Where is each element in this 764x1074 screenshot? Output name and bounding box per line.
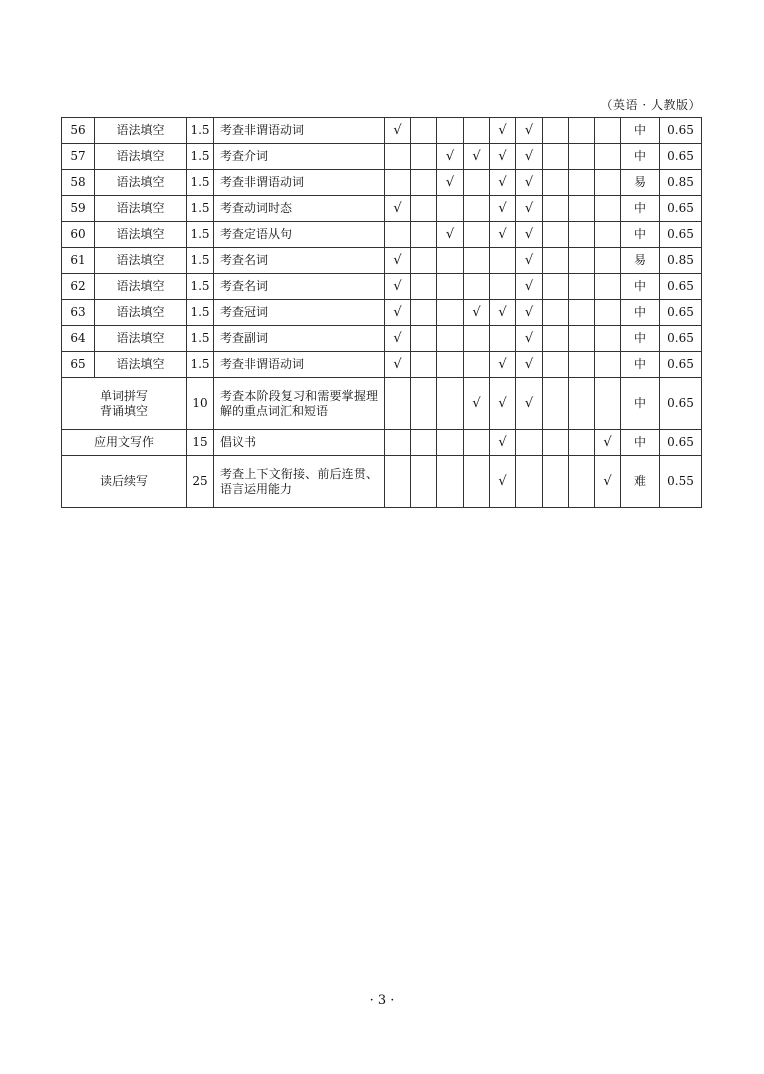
check-cell (464, 430, 490, 456)
check-cell (543, 274, 569, 300)
question-type-cell: 语法填空 (95, 248, 187, 274)
check-cell (569, 378, 595, 430)
score-cell: 25 (187, 456, 214, 508)
check-cell (437, 300, 464, 326)
question-type-cell: 语法填空 (95, 222, 187, 248)
check-cell (490, 196, 516, 222)
description-cell: 考查定语从句 (214, 222, 385, 248)
check-cell (437, 118, 464, 144)
question-type-cell: 应用文写作 (62, 430, 187, 456)
check-mark-icon: √ (498, 227, 507, 242)
description-cell: 考查非谓语动词 (214, 352, 385, 378)
question-type-cell: 语法填空 (95, 196, 187, 222)
check-mark-icon: √ (524, 123, 534, 138)
coefficient-cell: 0.65 (660, 326, 702, 352)
difficulty-cell: 难 (621, 456, 660, 508)
check-cell (543, 326, 569, 352)
check-cell (437, 222, 464, 248)
check-cell (595, 144, 621, 170)
check-cell (385, 144, 411, 170)
header-note: （英语 · 人教版） (600, 98, 701, 112)
check-cell (543, 196, 569, 222)
check-mark-icon: √ (498, 305, 507, 320)
check-mark-icon: √ (472, 149, 481, 164)
check-mark-icon: √ (393, 253, 402, 268)
question-type-cell: 语法填空 (95, 144, 187, 170)
check-cell (464, 456, 490, 508)
question-type-cell: 语法填空 (95, 300, 187, 326)
check-cell (595, 300, 621, 326)
check-cell (516, 118, 543, 144)
check-cell (464, 326, 490, 352)
check-cell (595, 118, 621, 144)
check-mark-icon: √ (393, 279, 402, 294)
check-mark-icon: √ (524, 357, 534, 372)
check-mark-icon: √ (445, 149, 455, 164)
check-cell (437, 456, 464, 508)
check-mark-icon: √ (472, 305, 481, 320)
check-mark-icon: √ (393, 201, 402, 216)
table-row (62, 352, 702, 378)
check-cell (595, 326, 621, 352)
check-cell (543, 248, 569, 274)
coefficient-cell: 0.55 (660, 456, 702, 508)
description-cell: 考查非谓语动词 (214, 118, 385, 144)
check-cell (385, 456, 411, 508)
page-number: · 3 · (369, 993, 395, 1008)
check-mark-icon: √ (498, 396, 507, 411)
check-cell (411, 430, 437, 456)
check-mark-icon: √ (498, 175, 507, 190)
check-cell (437, 430, 464, 456)
check-cell (385, 352, 411, 378)
check-cell (490, 144, 516, 170)
check-cell (516, 326, 543, 352)
question-type-cell: 语法填空 (95, 170, 187, 196)
check-cell (569, 196, 595, 222)
check-cell (516, 196, 543, 222)
check-cell (437, 144, 464, 170)
check-cell (437, 326, 464, 352)
check-cell (411, 196, 437, 222)
difficulty-cell: 中 (621, 430, 660, 456)
check-cell (595, 248, 621, 274)
check-cell (464, 378, 490, 430)
check-cell (385, 274, 411, 300)
score-cell: 1.5 (187, 274, 214, 300)
check-mark-icon: √ (472, 396, 481, 411)
check-mark-icon: √ (393, 123, 402, 138)
check-cell (543, 430, 569, 456)
score-cell: 1.5 (187, 326, 214, 352)
description-cell: 考查动词时态 (214, 196, 385, 222)
check-cell (490, 352, 516, 378)
check-mark-icon: √ (524, 175, 534, 190)
coefficient-cell: 0.65 (660, 300, 702, 326)
check-mark-icon: √ (393, 331, 402, 346)
check-mark-icon: √ (524, 331, 534, 346)
check-mark-icon: √ (603, 474, 612, 489)
check-cell (385, 326, 411, 352)
question-type-cell: 语法填空 (95, 326, 187, 352)
check-cell (411, 326, 437, 352)
score-cell: 1.5 (187, 118, 214, 144)
check-cell (569, 118, 595, 144)
question-number-cell: 63 (62, 300, 95, 326)
check-cell (464, 274, 490, 300)
check-cell (385, 430, 411, 456)
difficulty-cell: 中 (621, 274, 660, 300)
check-cell (411, 352, 437, 378)
coefficient-cell: 0.65 (660, 430, 702, 456)
check-cell (411, 144, 437, 170)
check-cell (437, 274, 464, 300)
check-cell (385, 222, 411, 248)
check-cell (490, 222, 516, 248)
check-cell (411, 248, 437, 274)
check-mark-icon: √ (498, 435, 507, 450)
check-cell (543, 378, 569, 430)
coefficient-cell: 0.65 (660, 378, 702, 430)
check-cell (490, 300, 516, 326)
question-type-cell: 语法填空 (95, 274, 187, 300)
check-cell (490, 274, 516, 300)
check-cell (516, 274, 543, 300)
description-cell: 倡议书 (214, 430, 385, 456)
score-cell: 1.5 (187, 222, 214, 248)
table-row (62, 430, 702, 456)
coefficient-cell: 0.65 (660, 222, 702, 248)
check-cell (437, 196, 464, 222)
check-mark-icon: √ (498, 149, 507, 164)
difficulty-cell: 中 (621, 300, 660, 326)
check-mark-icon: √ (498, 201, 507, 216)
check-mark-icon: √ (498, 357, 507, 372)
check-mark-icon: √ (524, 396, 534, 411)
coefficient-cell: 0.65 (660, 274, 702, 300)
score-cell: 10 (187, 378, 214, 430)
question-number-cell: 59 (62, 196, 95, 222)
check-cell (464, 144, 490, 170)
check-cell (543, 144, 569, 170)
check-mark-icon: √ (524, 227, 534, 242)
check-cell (437, 378, 464, 430)
check-cell (516, 352, 543, 378)
check-cell (595, 274, 621, 300)
check-cell (543, 300, 569, 326)
check-cell (411, 378, 437, 430)
score-cell: 1.5 (187, 248, 214, 274)
check-cell (595, 170, 621, 196)
table-row (62, 196, 702, 222)
check-mark-icon: √ (524, 279, 534, 294)
table-row (62, 326, 702, 352)
check-cell (569, 352, 595, 378)
check-cell (464, 248, 490, 274)
question-type-cell: 读后续写 (62, 456, 187, 508)
table-row (62, 222, 702, 248)
check-cell (595, 456, 621, 508)
check-cell (385, 378, 411, 430)
exam-spec-table (61, 117, 702, 508)
check-mark-icon: √ (524, 305, 534, 320)
description-cell: 考查冠词 (214, 300, 385, 326)
check-cell (516, 456, 543, 508)
description-cell: 考查介词 (214, 144, 385, 170)
table-row (62, 456, 702, 508)
question-type-cell: 语法填空 (95, 352, 187, 378)
check-cell (595, 222, 621, 248)
check-cell (569, 430, 595, 456)
check-cell (490, 248, 516, 274)
check-cell (595, 378, 621, 430)
check-mark-icon: √ (393, 357, 402, 372)
check-mark-icon: √ (603, 435, 612, 450)
question-number-cell: 62 (62, 274, 95, 300)
check-cell (411, 274, 437, 300)
check-mark-icon: √ (524, 253, 534, 268)
check-cell (595, 430, 621, 456)
score-cell: 15 (187, 430, 214, 456)
question-number-cell: 60 (62, 222, 95, 248)
check-cell (516, 378, 543, 430)
check-mark-icon: √ (393, 305, 402, 320)
check-cell (543, 118, 569, 144)
check-cell (569, 248, 595, 274)
check-mark-icon: √ (524, 149, 534, 164)
check-cell (411, 222, 437, 248)
check-cell (464, 222, 490, 248)
check-mark-icon: √ (524, 201, 534, 216)
check-cell (490, 430, 516, 456)
check-cell (411, 456, 437, 508)
question-number-cell: 64 (62, 326, 95, 352)
difficulty-cell: 中 (621, 118, 660, 144)
check-cell (490, 378, 516, 430)
check-cell (490, 456, 516, 508)
check-cell (516, 222, 543, 248)
check-cell (543, 170, 569, 196)
check-cell (464, 118, 490, 144)
description-cell: 考查本阶段复习和需要掌握理解的重点词汇和短语 (214, 378, 385, 430)
coefficient-cell: 0.65 (660, 118, 702, 144)
coefficient-cell: 0.65 (660, 352, 702, 378)
check-cell (411, 170, 437, 196)
question-number-cell: 58 (62, 170, 95, 196)
table-row (62, 144, 702, 170)
difficulty-cell: 中 (621, 352, 660, 378)
check-cell (464, 352, 490, 378)
check-cell (516, 248, 543, 274)
check-mark-icon: √ (445, 175, 455, 190)
check-cell (543, 352, 569, 378)
check-cell (569, 170, 595, 196)
check-cell (490, 326, 516, 352)
table-row (62, 170, 702, 196)
check-cell (543, 222, 569, 248)
difficulty-cell: 中 (621, 144, 660, 170)
score-cell: 1.5 (187, 352, 214, 378)
check-cell (516, 430, 543, 456)
check-cell (385, 196, 411, 222)
check-cell (464, 170, 490, 196)
check-cell (464, 300, 490, 326)
check-cell (464, 196, 490, 222)
score-cell: 1.5 (187, 144, 214, 170)
check-mark-icon: √ (445, 227, 455, 242)
difficulty-cell: 中 (621, 326, 660, 352)
score-cell: 1.5 (187, 300, 214, 326)
difficulty-cell: 中 (621, 378, 660, 430)
check-cell (516, 170, 543, 196)
check-cell (569, 222, 595, 248)
check-cell (569, 274, 595, 300)
check-cell (437, 170, 464, 196)
coefficient-cell: 0.85 (660, 248, 702, 274)
check-cell (411, 118, 437, 144)
question-number-cell: 57 (62, 144, 95, 170)
check-cell (385, 248, 411, 274)
table-row (62, 378, 702, 430)
check-cell (569, 300, 595, 326)
check-cell (385, 118, 411, 144)
difficulty-cell: 中 (621, 196, 660, 222)
description-cell: 考查副词 (214, 326, 385, 352)
question-number-cell: 65 (62, 352, 95, 378)
check-mark-icon: √ (498, 123, 507, 138)
check-cell (569, 144, 595, 170)
difficulty-cell: 易 (621, 170, 660, 196)
difficulty-cell: 易 (621, 248, 660, 274)
check-cell (569, 456, 595, 508)
description-cell: 考查非谓语动词 (214, 170, 385, 196)
description-cell: 考查上下文衔接、前后连贯、语言运用能力 (214, 456, 385, 508)
table-row (62, 248, 702, 274)
check-cell (543, 456, 569, 508)
difficulty-cell: 中 (621, 222, 660, 248)
coefficient-cell: 0.85 (660, 170, 702, 196)
check-cell (411, 300, 437, 326)
check-cell (595, 352, 621, 378)
question-number-cell: 56 (62, 118, 95, 144)
table-row (62, 274, 702, 300)
score-cell: 1.5 (187, 170, 214, 196)
description-cell: 考查名词 (214, 274, 385, 300)
question-type-cell: 语法填空 (95, 118, 187, 144)
table-row (62, 118, 702, 144)
coefficient-cell: 0.65 (660, 144, 702, 170)
check-cell (437, 352, 464, 378)
check-cell (490, 118, 516, 144)
coefficient-cell: 0.65 (660, 196, 702, 222)
check-cell (385, 170, 411, 196)
check-cell (437, 248, 464, 274)
question-type-cell: 单词拼写 背诵填空 (62, 378, 187, 430)
description-cell: 考查名词 (214, 248, 385, 274)
table-row (62, 300, 702, 326)
check-cell (516, 144, 543, 170)
check-cell (490, 170, 516, 196)
check-mark-icon: √ (498, 474, 507, 489)
score-cell: 1.5 (187, 196, 214, 222)
question-number-cell: 61 (62, 248, 95, 274)
check-cell (569, 326, 595, 352)
check-cell (516, 300, 543, 326)
check-cell (595, 196, 621, 222)
check-cell (385, 300, 411, 326)
